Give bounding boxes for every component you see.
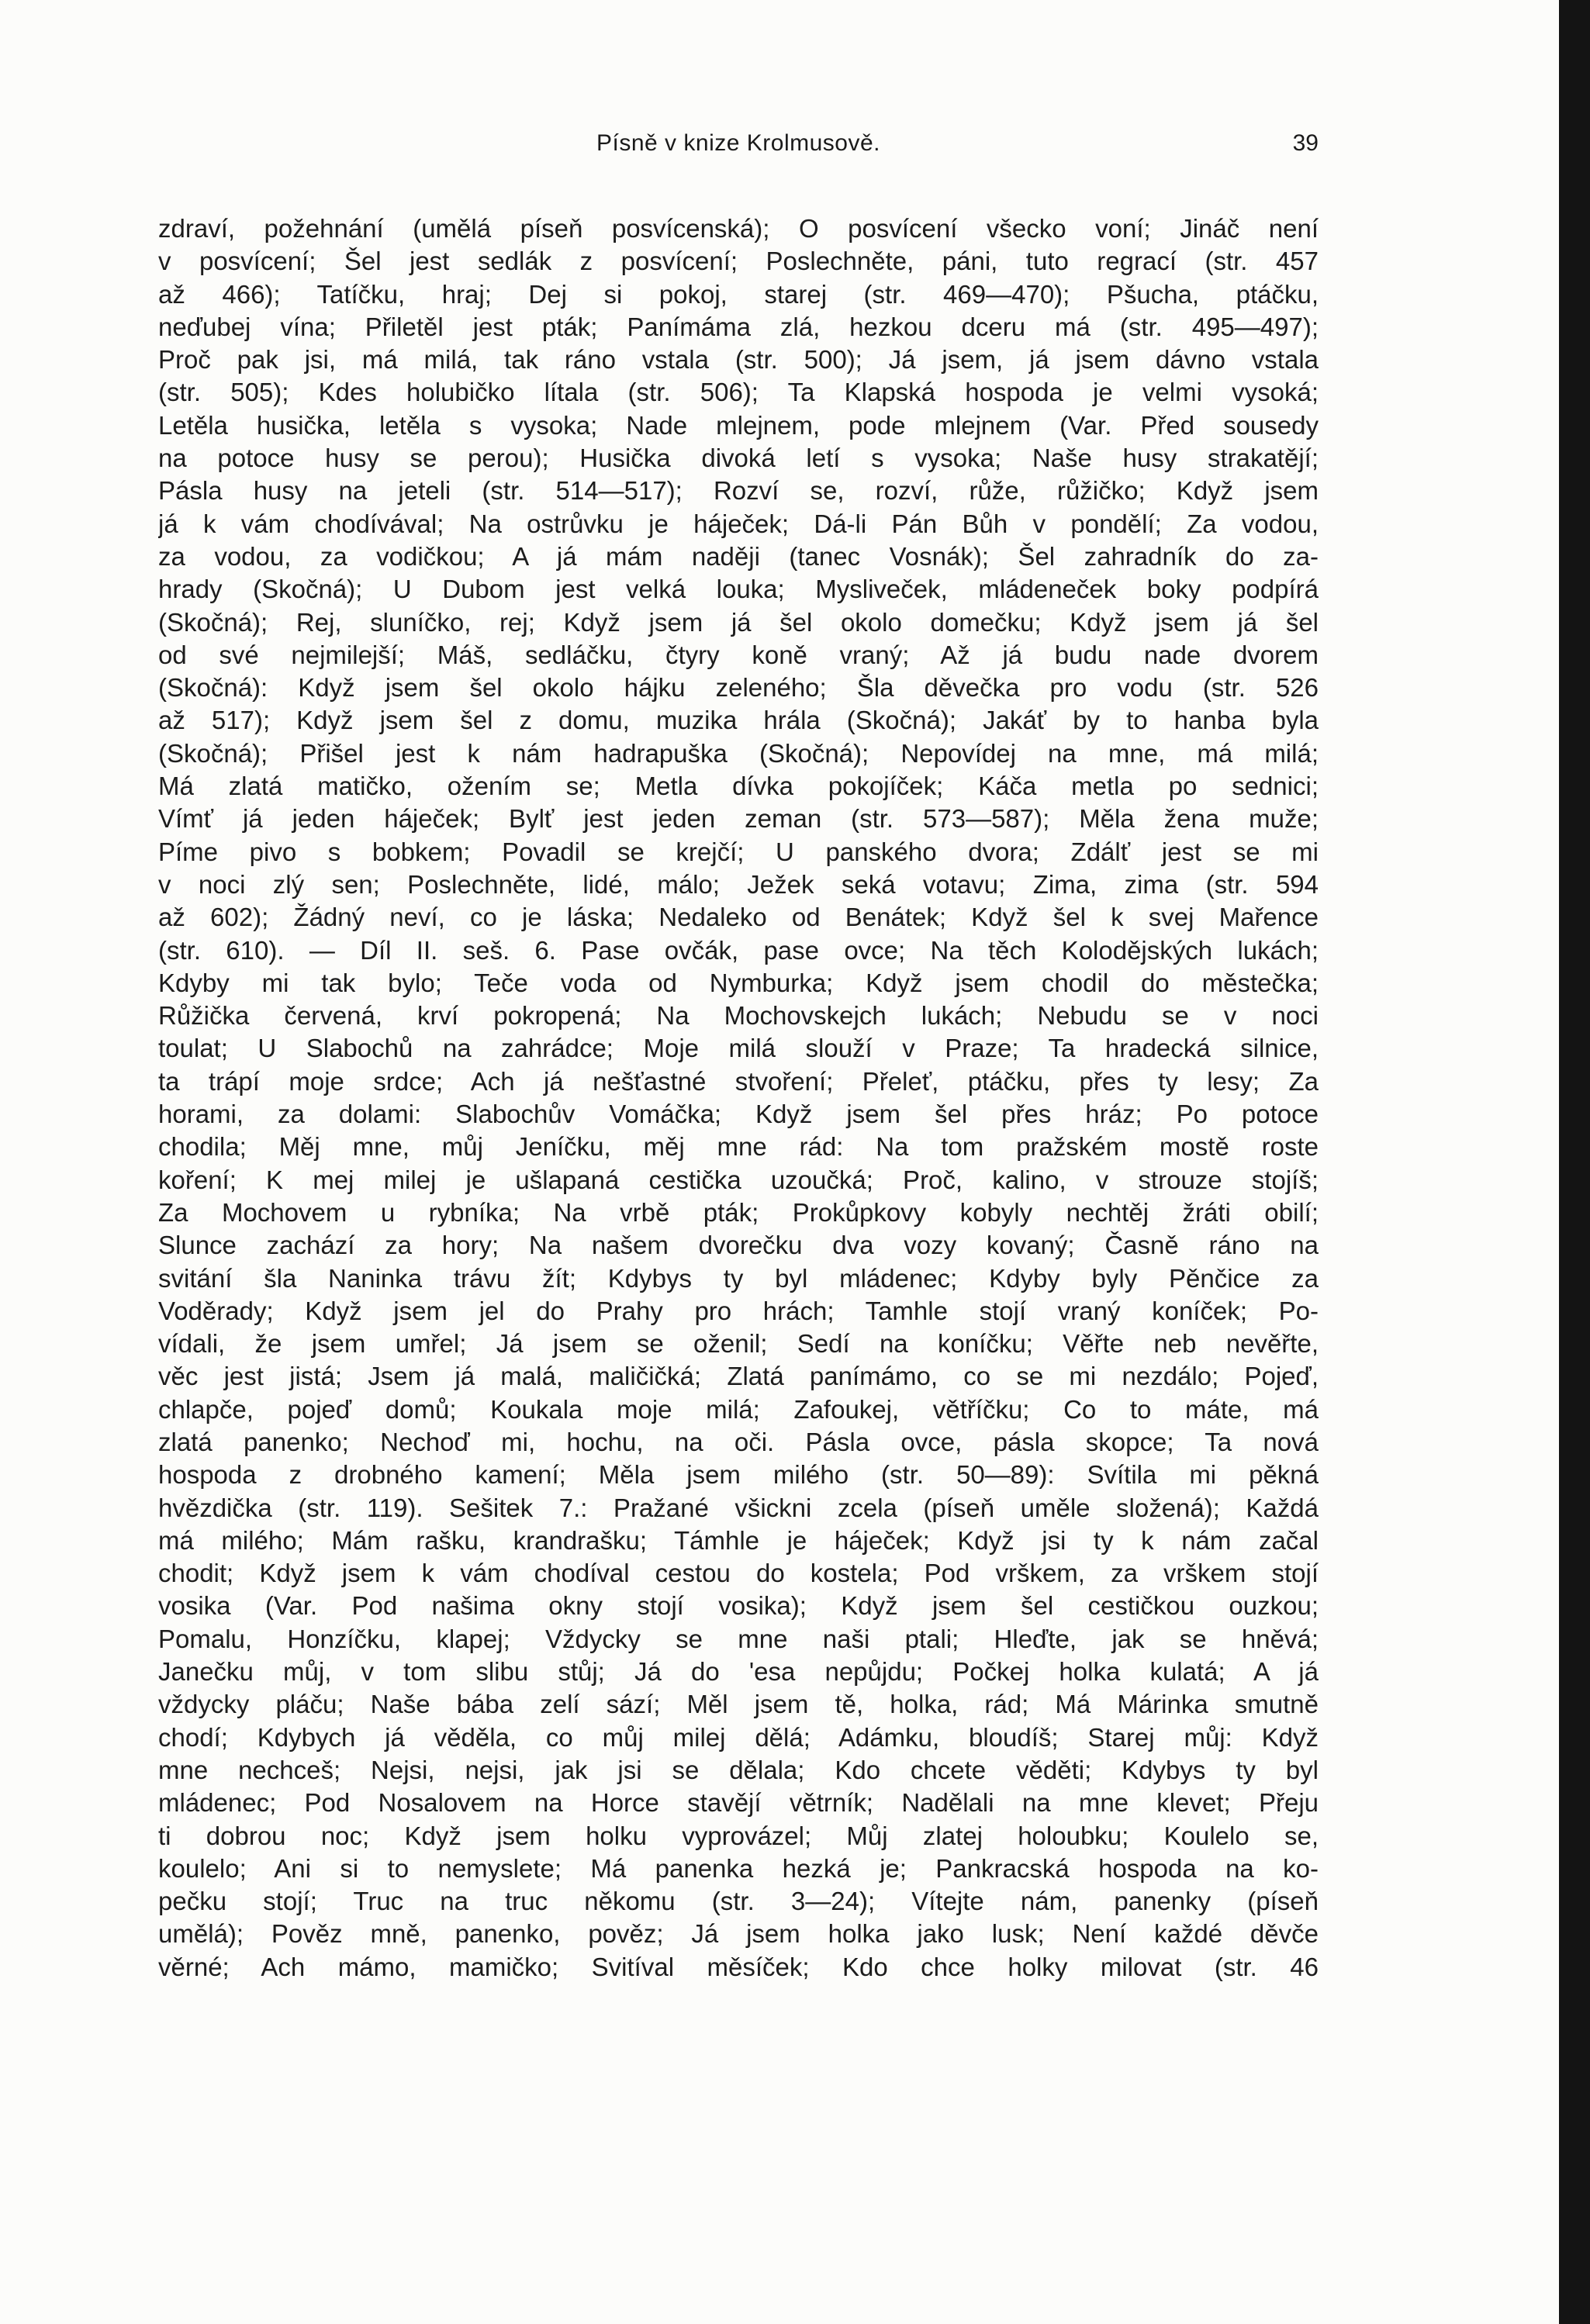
text-line: Vímť já jeden háječek; Bylť jest jeden zeman (str. 573—587); Měla žena muže; [158,804,1319,834]
running-header [158,130,1319,167]
text-line: já k vám chodívával; Na ostrůvku je háječek; Dá-li Pán Bůh v pondělí; Za vodou, [158,509,1319,538]
text-line: Janečku můj, v tom slibu stůj; Já do 'esa nepůjdu; Počkej holka kulatá; A já [158,1657,1319,1687]
text-line: chlapče, pojeď domů; Koukala moje milá; Zafoukej, větříčku; Co to máte, má [158,1394,1319,1424]
text-line: ta trápí moje srdce; Ach já nešťastné stvoření; Přeleť, ptáčku, přes ty lesy; Za [158,1066,1319,1096]
text-line: ti dobrou noc; Když jsem holku vyprovázel; Můj zlatej holoubku; Koulelo se, [158,1821,1319,1850]
text-line: Slunce zachází za hory; Na našem dvorečku dva vozy kovaný; Časně ráno na [158,1231,1319,1260]
text-line: Proč pak jsi, má milá, tak ráno vstala (str. 500); Já jsem, já jsem dávno vstala [158,345,1319,375]
text-line: v posvícení; Šel jest sedlák z posvícení; Poslechněte, páni, tuto regrací (str. 457 [158,247,1319,276]
text-line: (str. 610). — Díl II. seš. 6. Pase ovčák, pase ovce; Na těch Kolodějských lukách; [158,935,1319,965]
text-line: hrady (Skočná); U Dubom jest velká louka; Mysliveček, mládeneček boky podpírá [158,575,1319,604]
text-line: zlatá panenko; Nechoď mi, hochu, na oči. Pásla ovce, pásla skopce; Ta nová [158,1427,1319,1456]
text-line: Pásla husy na jeteli (str. 514—517); Rozví se, rozví, růže, růžičko; Když jsem [158,476,1319,506]
text-line: Kdyby mi tak bylo; Teče voda od Nymburka; Když jsem chodil do městečka; [158,968,1319,997]
text-line: pečku stojí; Truc na truc někomu (str. 3—24); Vítejte nám, panenky (píseň [158,1887,1319,1916]
text-line: od své nejmilejší; Máš, sedláčku, čtyry koně vraný; Až já budu nade dvorem [158,640,1319,669]
text-line: až 466); Tatíčku, hraj; Dej si pokoj, starej (str. 469—470); Pšucha, ptáčku, [158,279,1319,309]
text-line: Letěla husička, letěla s vysoka; Nade mlejnem, pode mlejnem (Var. Před sousedy [158,410,1319,440]
text-line: (str. 505); Kdes holubičko lítala (str. 506); Ta Klapská hospoda je velmi vysoká; [158,378,1319,407]
text-line: Za Mochovem u rybníka; Na vrbě pták; Prokůpkovy kobyly nechtěj žráti obilí; [158,1197,1319,1227]
text-line: hospoda z drobného kamení; Měla jsem milého (str. 50—89): Svítila mi pěkná [158,1460,1319,1490]
text-line: věc jest jistá; Jsem já malá, maličičká; Zlatá panímámo, co se mi nezdálo; Pojeď, [158,1362,1319,1391]
text-line: chodí; Kdybych já věděla, co můj milej dělá; Adámku, bloudíš; Starej můj: Když [158,1722,1319,1752]
text-line: hvězdička (str. 119). Sešitek 7.: Pražané všickni zcela (píseň uměle složená); Každá [158,1493,1319,1522]
text-line: mne nechceš; Nejsi, nejsi, jak jsi se dělala; Kdo chcete věděti; Kdybys ty byl [158,1755,1319,1784]
text-line: vosika (Var. Pod našima okny stojí vosika); Když jsem šel cestičkou ouzkou; [158,1591,1319,1621]
text-line: Píme pivo s bobkem; Povadil se krejčí; U panského dvora; Zdálť jest se mi [158,837,1319,866]
text-line: Voděrady; Když jsem jel do Prahy pro hrách; Tamhle stojí vraný koníček; Po- [158,1296,1319,1325]
text-line: Růžička červená, krví pokropená; Na Mochovskejch lukách; Nebudu se v noci [158,1001,1319,1031]
text-line: Má zlatá matičko, ožením se; Metla dívka pokojíček; Káča metla po sednici; [158,772,1319,801]
body-text [158,212,1319,1984]
text-line: mládenec; Pod Nosalovem na Horce stavějí větrník; Nadělali na mne klevet; Přeju [158,1788,1319,1818]
text-line: koulelo; Ani si to nemyslete; Má panenka hezká je; Pankracská hospoda na ko- [158,1853,1319,1883]
text-line: až 602); Žádný neví, co je láska; Nedaleko od Benátek; Když šel k svej Mařence [158,903,1319,932]
text-line: umělá); Pověz mně, panenko, pověz; Já jsem holka jako lusk; Není každé děvče [158,1919,1319,1949]
text-line: chodila; Měj mne, můj Jeníčku, měj mne rád: Na tom pražském mostě roste [158,1132,1319,1162]
text-line: chodit; Když jsem k vám chodíval cestou do kostela; Pod vrškem, za vrškem stojí [158,1559,1319,1588]
text-line: Pomalu, Honzíčku, klapej; Vždycky se mne naši ptali; Hleďte, jak se hněvá; [158,1624,1319,1653]
text-line: vídali, že jsem umřel; Já jsem se oženil; Sedí na koníčku; Věřte neb nevěřte, [158,1329,1319,1359]
text-line: zdraví, požehnání (umělá píseň posvícenská); O posvícení všecko voní; Jináč není [158,214,1319,243]
page-number: 39 [1292,130,1319,156]
text-line: koření; K mej milej je ušlapaná cestička uzoučká; Proč, kalino, v strouze stojíš; [158,1165,1319,1194]
text-line: za vodou, za vodičkou; A já mám naději (tanec Vosnák); Šel zahradník do za- [158,541,1319,571]
text-line: toulat; U Slabochů na zahrádce; Moje milá slouží v Praze; Ta hradecká silnice, [158,1034,1319,1063]
text-line: neďubej vína; Přiletěl jest pták; Panímáma zlá, hezkou dceru má (str. 495—497); [158,312,1319,341]
running-title: Písně v knize Krolmusově. [596,130,880,156]
text-line: až 517); Když jsem šel z domu, muzika hrála (Skočná); Jakáť by to hanba byla [158,706,1319,735]
text-line: (Skočná): Když jsem šel okolo hájku zeleného; Šla děvečka pro vodu (str. 526 [158,673,1319,703]
text-line: v noci zlý sen; Poslechněte, lidé, málo; Ježek seká votavu; Zima, zima (str. 594 [158,869,1319,899]
text-line: věrné; Ach mámo, mamičko; Svitíval měsíček; Kdo chce holky milovat (str. 46 [158,1952,1319,1981]
text-line: má milého; Mám rašku, krandrašku; Támhle je háječek; Když jsi ty k nám začal [158,1525,1319,1555]
text-line: horami, za dolami: Slabochův Vomáčka; Když jsem šel přes hráz; Po potoce [158,1100,1319,1129]
text-line: vždycky pláču; Naše bába zelí sází; Měl jsem tě, holka, rád; Má Márinka smutně [158,1690,1319,1719]
text-line: na potoce husy se perou); Husička divoká letí s vysoka; Naše husy strakatějí; [158,444,1319,473]
text-line: svitání šla Naninka trávu žít; Kdybys ty byl mládenec; Kdyby byly Pěnčice za [158,1263,1319,1293]
text-line: (Skočná); Rej, sluníčko, rej; Když jsem já šel okolo domečku; Když jsem já šel [158,607,1319,637]
text-line: (Skočná); Přišel jest k nám hadrapuška (Skočná); Nepovídej na mne, má milá; [158,738,1319,768]
